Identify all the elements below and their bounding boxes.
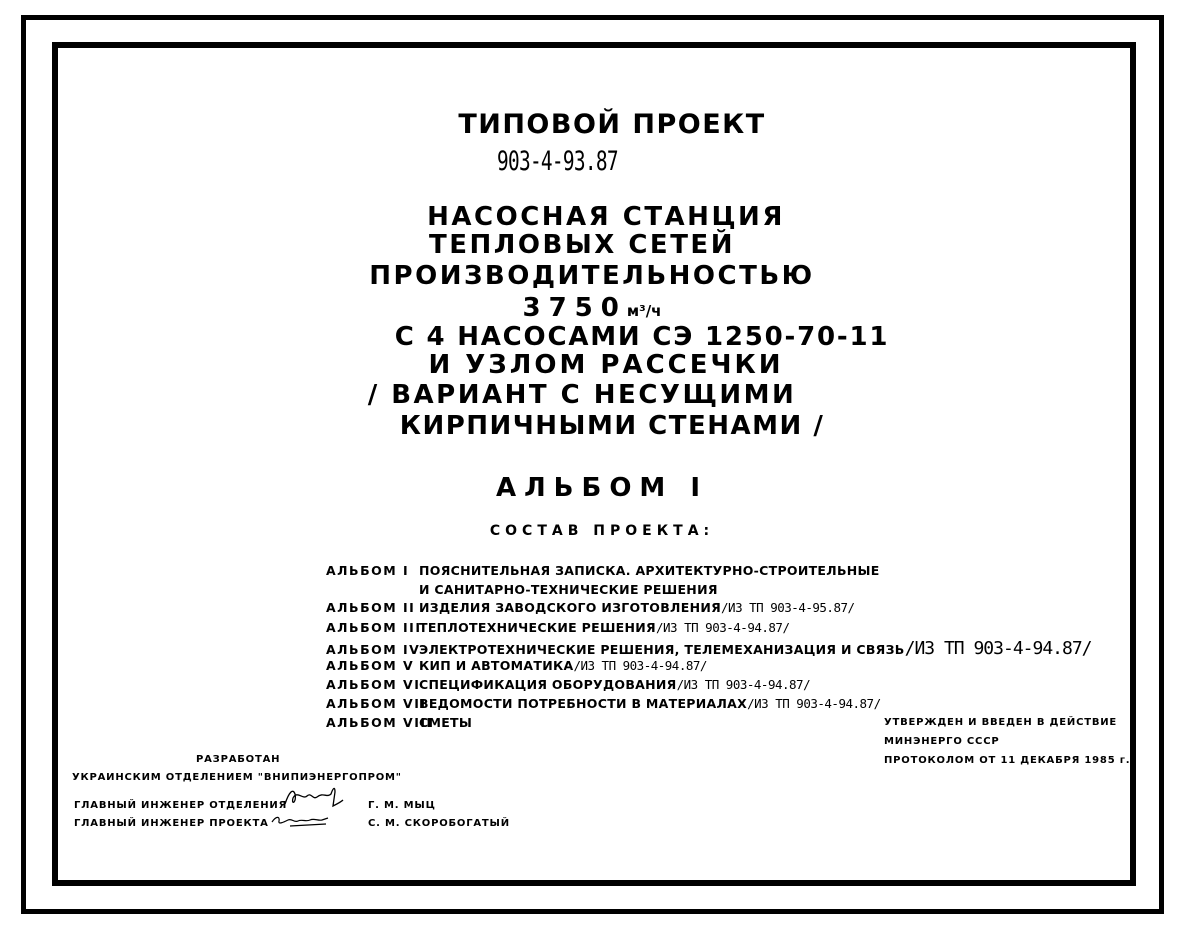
title-line-4: С 4 НАСОСАМИ СЭ 1250-70-11: [394, 322, 890, 352]
developer-label: РАЗРАБОТАН: [196, 754, 281, 765]
title-line-6: / ВАРИАНТ С НЕСУЩИМИ: [367, 380, 797, 410]
album-description: ВЕДОМОСТИ ПОТРЕБНОСТИ В МАТЕРИАЛАХ: [419, 696, 748, 711]
album-description: ПОЯСНИТЕЛЬНАЯ ЗАПИСКА. АРХИТЕКТУРНО-СТРОИТЕЛЬНЫЕ: [419, 563, 880, 578]
album-row: [326, 677, 810, 692]
title-line-1: НАСОСНАЯ СТАНЦИЯ: [427, 202, 785, 232]
album-reference: /ИЗ ТП 903-4-94.87/: [904, 638, 1092, 659]
album-number: АЛЬБОМ IV: [326, 642, 421, 657]
album-number: АЛЬБОМ V: [326, 658, 415, 673]
chief-engineer-department-name: Г. М. МЫЦ: [368, 800, 436, 811]
project-label: ТИПОВОЙ ПРОЕКТ: [458, 109, 766, 140]
album-row: [326, 715, 472, 730]
developer-org: УКРАИНСКИМ ОТДЕЛЕНИЕМ "ВНИПИЭНЕРГОПРОМ": [72, 772, 402, 783]
album-reference: /ИЗ ТП 903-4-95.87/: [721, 600, 855, 615]
album-description: ТЕПЛОТЕХНИЧЕСКИЕ РЕШЕНИЯ: [419, 620, 656, 635]
approval-line-2: МИНЭНЕРГО СССР: [884, 736, 1000, 747]
project-number: 903-4-93.87: [497, 146, 618, 177]
album-row: [326, 638, 1092, 659]
album-reference: /ИЗ ТП 903-4-94.87/: [747, 696, 881, 711]
album-reference: /ИЗ ТП 903-4-94.87/: [655, 620, 790, 635]
album-number: АЛЬБОМ VII: [326, 696, 427, 711]
chief-engineer-project-name: С. М. СКОРОБОГАТЫЙ: [368, 818, 510, 829]
album-row: [326, 620, 789, 635]
album-description: СПЕЦИФИКАЦИЯ ОБОРУДОВАНИЯ: [419, 677, 677, 692]
album-description: ЭЛЕКТРОТЕХНИЧЕСКИЕ РЕШЕНИЯ, ТЕЛЕМЕХАНИЗАЦИЯ И СВЯЗЬ: [419, 642, 905, 657]
album-number: АЛЬБОМ III: [326, 620, 422, 635]
album-row: [326, 658, 707, 673]
album-number: АЛЬБОМ II: [326, 600, 416, 615]
composition-label: СОСТАВ ПРОЕКТА:: [489, 523, 715, 539]
title-line-7: КИРПИЧНЫМИ СТЕНАМИ /: [399, 411, 825, 441]
album-number: АЛЬБОМ VI: [326, 677, 421, 692]
album-number: АЛЬБОМ VIII: [326, 715, 433, 730]
signature-2-icon: [270, 810, 332, 830]
album-reference: /ИЗ ТП 903-4-94.87/: [676, 677, 811, 692]
title-capacity: [0, 293, 1184, 323]
album-number: АЛЬБОМ I: [326, 563, 410, 578]
signature-1-icon: [283, 784, 345, 812]
approval-line-3: ПРОТОКОЛОМ ОТ 11 ДЕКАБРЯ 1985 г.: [884, 755, 1131, 766]
title-line-5: И УЗЛОМ РАССЕЧКИ: [428, 350, 784, 380]
album-row: [326, 563, 880, 578]
chief-engineer-department-role: ГЛАВНЫЙ ИНЖЕНЕР ОТДЕЛЕНИЯ: [74, 800, 288, 811]
album-reference: /ИЗ ТП 903-4-94.87/: [573, 658, 707, 673]
album-description: И САНИТАРНО-ТЕХНИЧЕСКИЕ РЕШЕНИЯ: [419, 582, 718, 597]
title-line-2: ТЕПЛОВЫХ СЕТЕЙ: [429, 230, 735, 260]
album-description: КИП И АВТОМАТИКА: [419, 658, 574, 673]
album-row: [326, 696, 881, 711]
album-row: [326, 600, 855, 615]
title-line-3: ПРОИЗВОДИТЕЛЬНОСТЬЮ: [369, 261, 815, 291]
capacity-unit: м³/ч: [626, 302, 662, 320]
chief-engineer-project-role: ГЛАВНЫЙ ИНЖЕНЕР ПРОЕКТА: [74, 818, 269, 829]
album-description: ИЗДЕЛИЯ ЗАВОДСКОГО ИЗГОТОВЛЕНИЯ: [419, 600, 722, 615]
album-row: [326, 582, 718, 597]
capacity-value: 3750: [522, 293, 627, 323]
album-description: СМЕТЫ: [419, 715, 473, 730]
album-title: АЛЬБОМ I: [495, 473, 709, 503]
approval-line-1: УТВЕРЖДЕН И ВВЕДЕН В ДЕЙСТВИЕ: [884, 717, 1118, 728]
